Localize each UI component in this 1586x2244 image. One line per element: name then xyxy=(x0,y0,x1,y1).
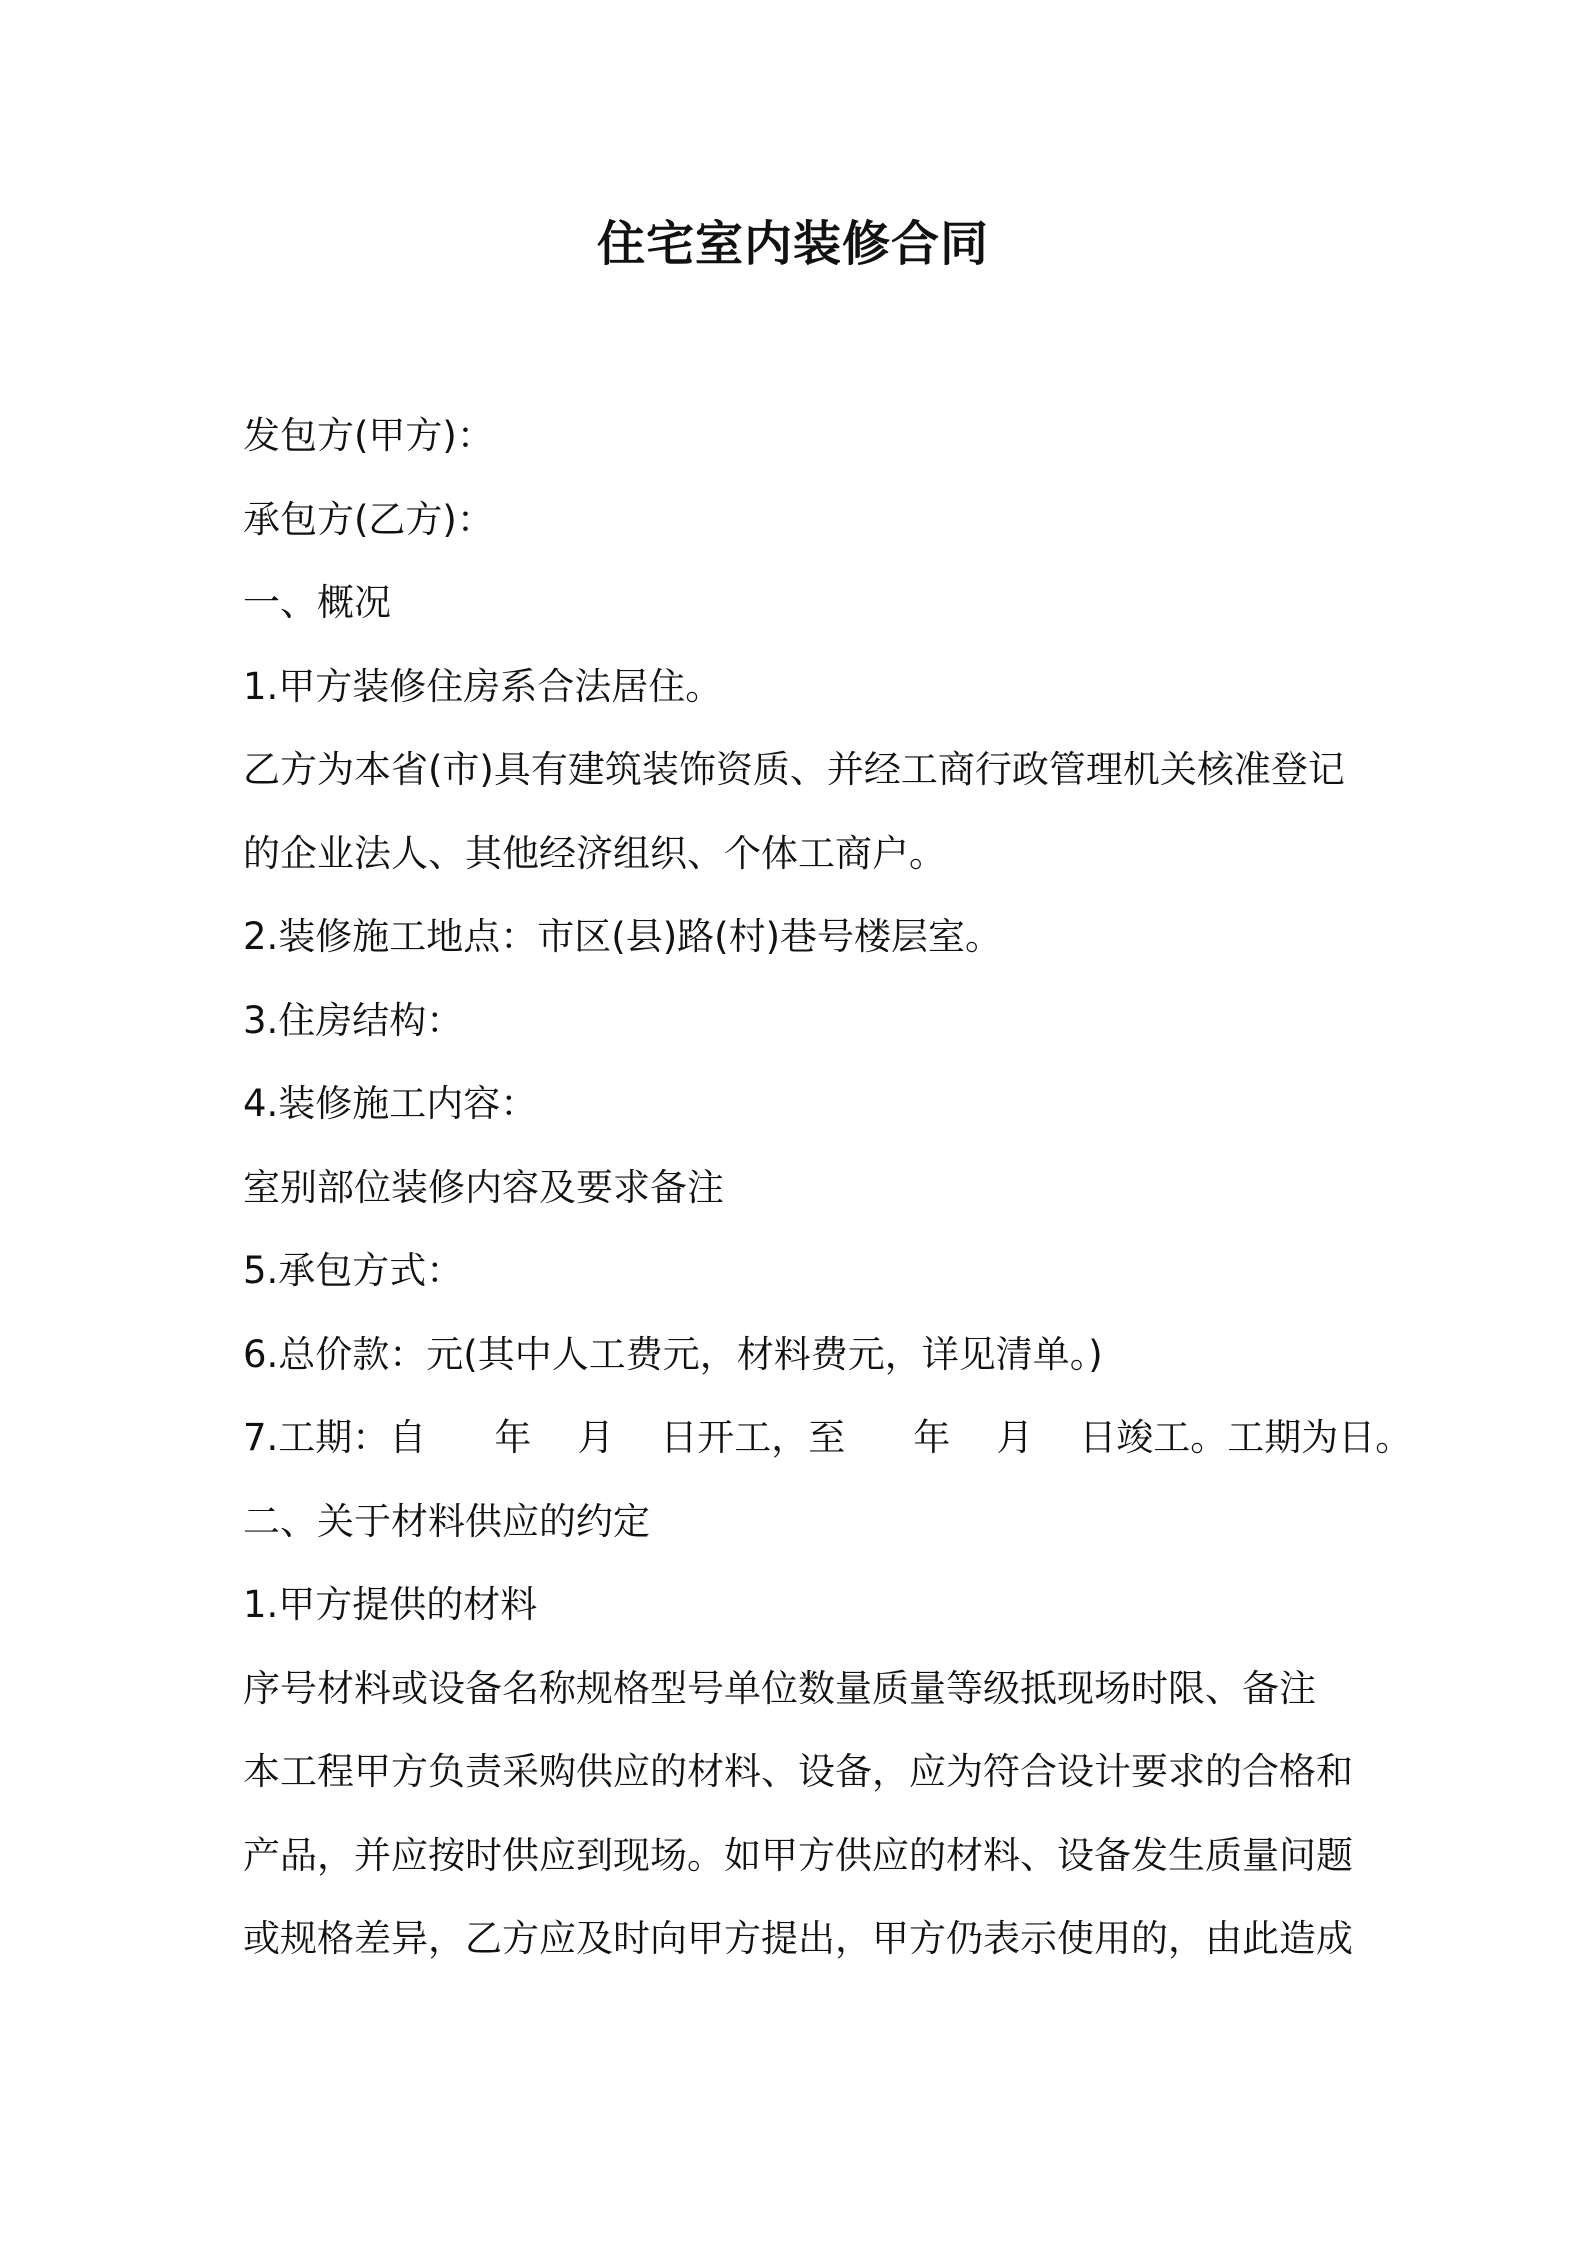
clause-5-contract-mode-line: 5.承包方式： xyxy=(243,1249,464,1292)
schedule-month-1: 月 xyxy=(577,1416,615,1459)
schedule-month-2: 月 xyxy=(996,1416,1034,1459)
schedule-year-2: 年 xyxy=(913,1416,951,1459)
clause-7-schedule-line xyxy=(243,1407,1413,1491)
schedule-start: 日开工，至 xyxy=(660,1416,846,1459)
clause-2-location-line: 2.装修施工地点：市区(县)路(村)巷号楼层室。 xyxy=(243,915,1003,958)
clause-3-structure-line: 3.住房结构： xyxy=(243,998,464,1042)
clause-6-price-line: 6.总价款：元(其中人工费元，材料费元，详见清单。) xyxy=(243,1332,1103,1376)
document-body xyxy=(243,405,1413,1992)
schedule-prefix: 7.工期：自 xyxy=(243,1416,427,1459)
party-a-line: 发包方(甲方)： xyxy=(243,414,494,457)
party-b-line: 承包方(乙方)： xyxy=(243,497,494,541)
schedule-year-1: 年 xyxy=(494,1416,532,1459)
clause-1-detail-line-1: 乙方为本省(市)具有建筑装饰资质、并经工商行政管理机关核准登记 xyxy=(243,748,1345,791)
section-heading-materials: 二、关于材料供应的约定 xyxy=(243,1499,650,1543)
room-content-header-line: 室别部位装修内容及要求备注 xyxy=(243,1165,724,1209)
clause-1-line: 1.甲方装修住房系合法居住。 xyxy=(243,664,723,708)
materials-clause-1-line: 1.甲方提供的材料 xyxy=(243,1583,538,1626)
materials-paragraph-line-1: 本工程甲方负责采购供应的材料、设备，应为符合设计要求的合格和 xyxy=(243,1750,1353,1793)
document-title: 住宅室内装修合同 xyxy=(596,216,989,272)
section-heading-overview: 一、概况 xyxy=(243,581,391,624)
schedule-end: 日竣工。工期为日。 xyxy=(1079,1416,1413,1459)
materials-table-header-line: 序号材料或设备名称规格型号单位数量质量等级抵现场时限、备注 xyxy=(243,1666,1316,1710)
clause-1-detail-line-2: 的企业法人、其他经济组织、个体工商户。 xyxy=(243,831,946,875)
materials-paragraph-line-2: 产品，并应按时供应到现场。如甲方供应的材料、设备发生质量问题 xyxy=(243,1833,1353,1877)
clause-4-content-line: 4.装修施工内容： xyxy=(243,1082,538,1125)
materials-paragraph-line-3: 或规格差异，乙方应及时向甲方提出，甲方仍表示使用的，由此造成 xyxy=(243,1917,1353,1960)
